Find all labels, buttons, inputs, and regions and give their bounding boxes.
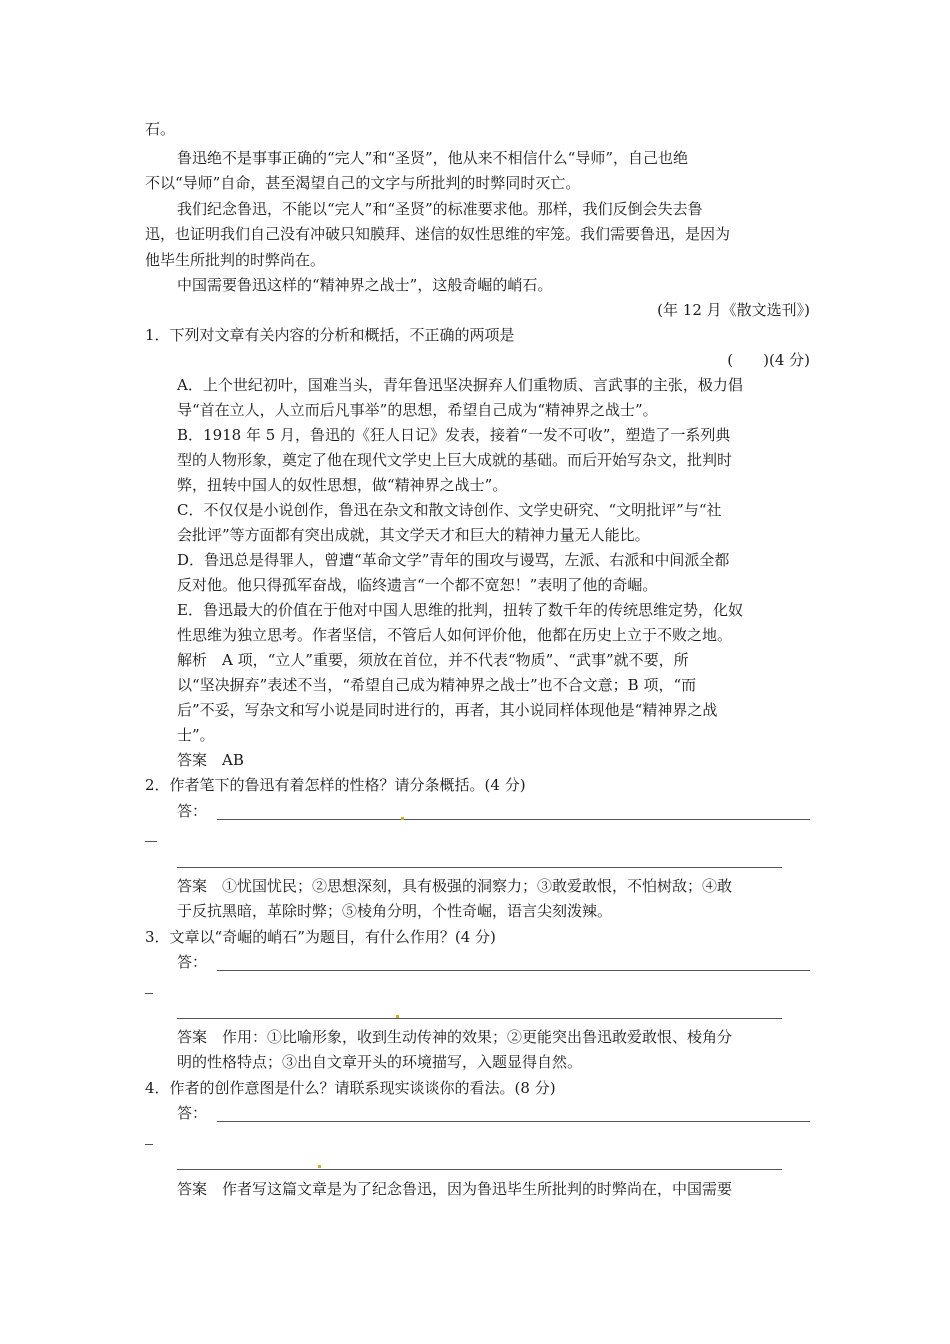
question-2-title: 2．作者笔下的鲁迅有着怎样的性格？请分条概括。(4 分) [145, 776, 526, 794]
answer-underline [217, 1121, 810, 1122]
option-line: A．上个世纪初叶，国难当头，青年鲁迅坚决摒弃人们重物质、言武事的主张，极力倡 [177, 376, 743, 394]
body-line: 鲁迅绝不是事事正确的“完人”和“圣贤”，他从来不相信什么“导师”，自己也绝 [177, 149, 689, 167]
option-line: 型的人物形象，奠定了他在现代文学史上巨大成就的基础。而后开始写杂文，批判时 [177, 451, 733, 469]
body-line: 他毕生所批判的时弊尚在。 [145, 251, 326, 269]
dot-mark [401, 817, 404, 820]
answer-line: 明的性格特点；③出自文章开头的环境描写，入题显得自然。 [177, 1053, 583, 1071]
analysis-line: 士”。 [177, 726, 215, 744]
body-line: 石。 [145, 120, 176, 138]
body-line: 不以“导师”自命，甚至渴望自己的文字与所批判的时弊同时灭亡。 [145, 174, 581, 192]
answer-underline [177, 1169, 782, 1170]
answer-line: 答案 作用：①比喻形象，收到生动传神的效果；②更能突出鲁迅敢爱敢恨、棱角分 [177, 1028, 733, 1046]
analysis-line: 以“坚决摒弃”表述不当，“希望自己成为精神界之战士”也不合文意；B 项，“而 [177, 676, 697, 694]
dash-mark [145, 841, 157, 842]
option-line: 会批评”等方面都有突出成就，其文学天才和巨大的精神力量无人能比。 [177, 526, 650, 544]
answer-field [177, 800, 810, 822]
dot-mark [318, 1165, 321, 1168]
answer-prompt: 答： [177, 802, 208, 820]
answer-underline [217, 819, 810, 820]
body-line: 中国需要鲁迅这样的“精神界之战士”，这般奇崛的峭石。 [177, 276, 553, 294]
answer-line: 答案 ①忧国忧民；②思想深刻，具有极强的洞察力；③敢爱敢恨，不怕树敌；④敢 [177, 877, 733, 895]
option-line: B．1918 年 5 月，鲁迅的《狂人日记》发表，接着“一发不可收”，塑造了一系列典 [177, 426, 731, 444]
analysis-line: 解析 A 项，“立人”重要，须放在首位，并不代表“物质”、“武事”就不要，所 [177, 651, 689, 669]
dash-mark [145, 993, 153, 994]
source-citation: (年 12 月《散文选刊》) [657, 301, 810, 319]
answer-underline [177, 1018, 782, 1019]
answer-line: 答案 AB [177, 751, 244, 769]
analysis-line: 后”不妥，写杂文和写小说是同时进行的，再者，其小说同样体现他是“精神界之战 [177, 701, 718, 719]
option-line: 反对他。他只得孤军奋战，临终遗言“一个都不宽恕！”表明了他的奇崛。 [177, 576, 658, 594]
question-3-title: 3．文章以“奇崛的峭石”为题目，有什么作用？(4 分) [145, 928, 496, 946]
body-line: 我们纪念鲁迅，不能以“完人”和“圣贤”的标准要求他。那样，我们反倒会失去鲁 [177, 200, 703, 218]
answer-field [177, 1102, 810, 1124]
question-4-title: 4．作者的创作意图是什么？请联系现实谈谈你的看法。(8 分) [145, 1079, 556, 1097]
option-line: C．不仅仅是小说创作，鲁迅在杂文和散文诗创作、文学史研究、“文明批评”与“社 [177, 501, 722, 519]
question-1-title: 1．下列对文章有关内容的分析和概括，不正确的两项是 [145, 326, 515, 344]
answer-prompt: 答： [177, 1104, 208, 1122]
option-line: 弊，扭转中国人的奴性思想，做“精神界之战士”。 [177, 476, 508, 494]
question-1-score: ( )(4 分) [727, 351, 810, 369]
dash-mark [145, 1144, 153, 1145]
option-line: E．鲁迅最大的价值在于他对中国人思维的批判，扭转了数千年的传统思维定势，化奴 [177, 601, 743, 619]
body-line: 迅，也证明我们自己没有冲破只知膜拜、迷信的奴性思维的牢笼。我们需要鲁迅，是因为 [145, 225, 731, 243]
answer-underline [177, 867, 782, 868]
answer-line: 于反抗黑暗，革除时弊；⑤棱角分明，个性奇崛，语言尖刻泼辣。 [177, 902, 613, 920]
option-line: D．鲁迅总是得罪人，曾遭“革命文学”青年的围攻与谩骂，左派、右派和中间派全都 [177, 551, 730, 569]
answer-underline [217, 970, 810, 971]
answer-line: 答案 作者写这篇文章是为了纪念鲁迅，因为鲁迅毕生所批判的时弊尚在，中国需要 [177, 1180, 733, 1198]
option-line: 导“首在立人，人立而后凡事举”的思想，希望自己成为“精神界之战士”。 [177, 401, 658, 419]
option-line: 性思维为独立思考。作者坚信，不管后人如何评价他，他都在历史上立于不败之地。 [177, 626, 733, 644]
answer-field [177, 951, 810, 973]
answer-prompt: 答： [177, 953, 208, 971]
